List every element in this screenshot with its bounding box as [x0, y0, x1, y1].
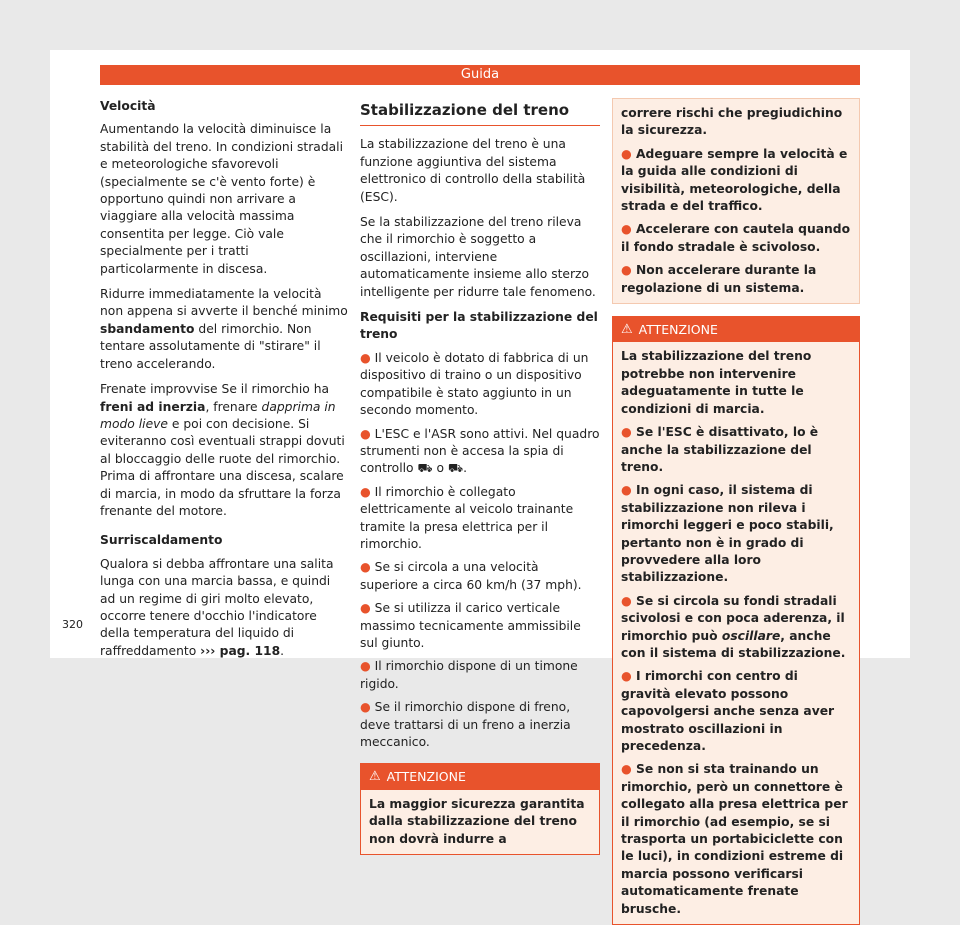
list-item: ● Accelerare con cautela quando il fondo stradale è scivoloso. — [621, 222, 851, 254]
heading-requisiti: Requisiti per la stabilizzazione del treno — [360, 310, 598, 342]
list-item: ● Se non si sta trainando un rimorchio, però un connettore è collegato alla presa elettrica per il rimorchio (ad esempio, se si trasporta un portabiciclette con le luci), in condizioni estreme di marcia possono verificarsi automaticamente frenate brusche. — [621, 762, 848, 916]
list-item: ● Se si circola a una velocità superiore a circa 60 km/h (37 mph). — [360, 560, 582, 592]
column-left — [100, 98, 348, 668]
warning-text: La stabilizzazione del treno potrebbe non intervenire adeguatamente in tutte le condizioni di marcia. ● Se l'ESC è disattivato, lo è anche la stabilizzazione del treno. ● In ogni caso, il sistema di stabilizzazione non rileva i rimorchi leggeri e poco stabili, pertanto non è in grado di provvedere alla loro stabilizzazione. ● Se si circola su fondi stradali scivolosi e con poca aderenza, il rimorchio può oscillare, anche con il sistema di stabilizzazione. ● I rimorchi con centro di gravità elevato possono capovolgersi anche senza aver mostrato oscillazioni in precedenza. ● Se non si sta trainando un rimorchio, però un connettore è collegato alla presa elettrica per il rimorchio (ad esempio, se si trasporta un portabiciclette con le luci), in condizioni estreme di marcia possono verificarsi automaticamente frenate brusche. — [613, 342, 859, 924]
warning-continuation: correre rischi che pregiudichino la sicurezza. ● Adeguare sempre la velocità e la guida alle condizioni di visibilità, meteorologiche, della strada e del traffico. ● Accelerare con cautela quando il fondo stradale è scivoloso. ● Non accelerare durante la regolazione di un sistema. — [612, 98, 860, 304]
section-title: Stabilizzazione del treno — [360, 98, 600, 126]
trailer-warning-icon: ⛟ — [417, 461, 433, 476]
column-middle — [360, 98, 600, 855]
list-item: ● Se l'ESC è disattivato, lo è anche la stabilizzazione del treno. — [621, 425, 819, 474]
warning-box — [612, 316, 860, 925]
list-item: ● In ogni caso, il sistema di stabilizzazione non rileva i rimorchi leggeri e poco stabili, pertanto non è in grado di provvedere alla loro stabilizzazione. — [621, 483, 834, 585]
list-item: ● I rimorchi con centro di gravità elevato possono capovolgersi anche senza aver mostrato oscillazioni in precedenza. — [621, 669, 835, 753]
list-item: ● Non accelerare durante la regolazione di un sistema. — [621, 263, 817, 295]
paragraph: Aumentando la velocità diminuisce la stabilità del treno. In condizioni stradali e meteorologiche sfavorevoli (specialmente se c'è vento forte) è opportuno quindi non arrivare a viaggiare alla velocità massima consentita per legge. Ciò vale specialmente per i tratti particolarmente in discesa. — [100, 122, 344, 276]
warning-text: La maggior sicurezza garantita dalla stabilizzazione del treno non dovrà indurre a — [369, 796, 585, 846]
column-right — [612, 98, 860, 925]
warning-header: ⚠ ATTENZIONE — [613, 317, 859, 342]
paragraph: La stabilizzazione del treno è una funzione aggiuntiva del sistema elettronico di controllo della stabilità (ESC). — [360, 137, 586, 204]
paragraph: Frenate improvvise Se il rimorchio ha freni ad inerzia, frenare dapprima in modo lieve e poi con decisione. Si eviteranno così eventuali strappi dovuti al bloccaggio delle ruote del rimorchio. Prima di affrontare una discesa, scalare di marcia, in modo da sfruttare la forza frenante del motore. — [100, 382, 345, 518]
warning-triangle-icon: ⚠ — [621, 322, 633, 338]
trailer-warning-icon: ⛟ — [447, 461, 464, 476]
heading-velocita: Velocità — [100, 99, 156, 113]
paragraph: Qualora si debba affrontare una salita lunga con una marcia bassa, e quindi ad un regime di giri molto elevato, occorre tenere d'occhio l'indicatore della temperatura del liquido di raffreddamento ››› pag. 118. — [100, 556, 334, 658]
warning-triangle-icon: ⚠ — [369, 769, 381, 785]
warning-box — [360, 763, 600, 855]
chapter-header: Guida — [100, 65, 860, 85]
warning-header: ⚠ ATTENZIONE — [361, 764, 599, 789]
list-item: ● Il veicolo è dotato di fabbrica di un dispositivo di traino o un dispositivo compatibile è stato aggiunto in un secondo momento. — [360, 350, 589, 418]
list-item: ● Se si circola su fondi stradali scivolosi e con poca aderenza, il rimorchio può oscillare, anche con il sistema di stabilizzazione. — [621, 593, 846, 660]
list-item: ● Il rimorchio è collegato elettricamente al veicolo trainante tramite la presa elettrica per il rimorchio. — [360, 484, 574, 551]
page-reference-link[interactable]: ››› pag. 118 — [200, 643, 281, 658]
paragraph: Ridurre immediatamente la velocità non appena si avverte il benché minimo sbandamento del rimorchio. Non tentare assolutamente di "stirare" il treno accelerando. — [100, 287, 348, 371]
list-item: ● Se si utilizza il carico verticale massimo tecnicamente ammissibile sul giunto. — [360, 601, 581, 650]
list-item: ● Adeguare sempre la velocità e la guida alle condizioni di visibilità, meteorologiche, della strada e del traffico. — [621, 146, 848, 214]
heading-surriscaldamento: Surriscaldamento — [100, 533, 223, 548]
paragraph: Se la stabilizzazione del treno rileva che il rimorchio è soggetto a oscillazioni, interviene automaticamente insieme allo sterzo intelligente per ridurre tale fenomeno. — [360, 215, 596, 299]
page-number: 320 — [62, 618, 83, 631]
list-item: ● Il rimorchio dispone di un timone rigido. — [360, 659, 578, 691]
list-item: ● Se il rimorchio dispone di freno, deve trattarsi di un freno a inerzia meccanico. — [360, 700, 571, 749]
list-item: ● L'ESC e l'ASR sono attivi. Nel quadro strumenti non è accesa la spia di controllo ⛟ o ⛟. — [360, 426, 600, 478]
